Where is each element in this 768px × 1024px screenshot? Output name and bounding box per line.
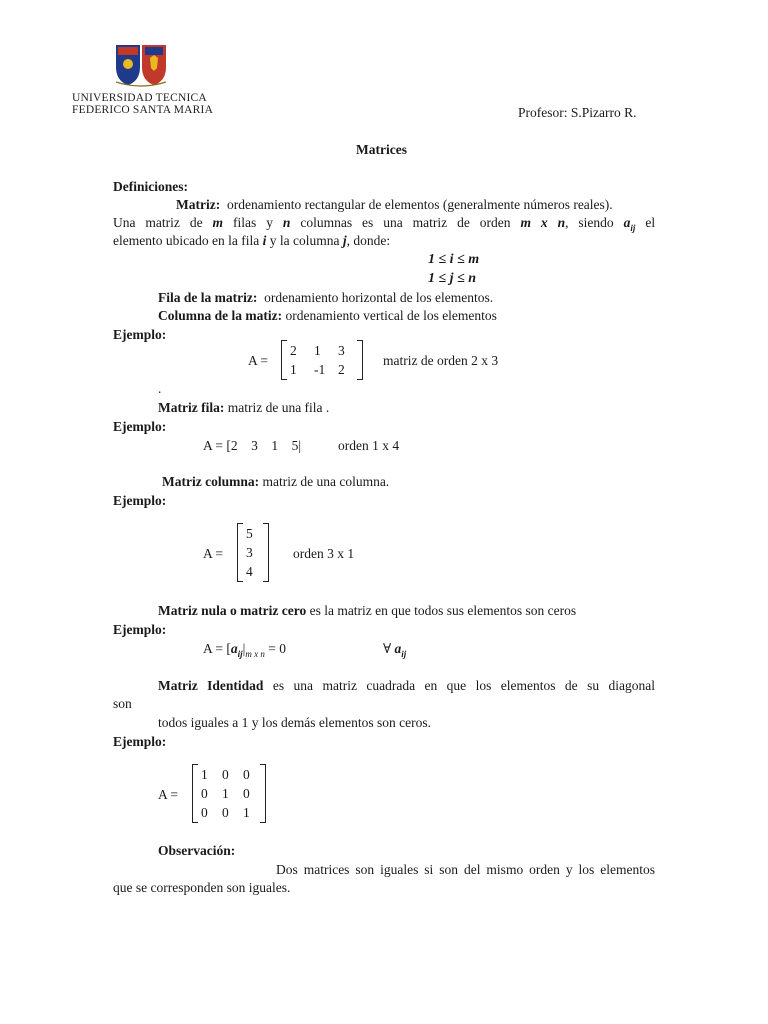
matrix-cell: 0	[243, 767, 250, 782]
matrix-cell: 2	[338, 362, 345, 377]
matrix-cell: 0	[222, 767, 229, 782]
matriz-fila-definition: Matriz fila: matriz de una fila .	[158, 400, 330, 415]
forall-expression: ∀ $a_{ij}$	[383, 641, 407, 659]
matriz-identidad-definition: Matriz Identidad es una matriz cuadrada en que los elementos de su diagonal	[158, 678, 656, 693]
inequality-i: 1 ≤ i ≤ m	[428, 252, 480, 267]
matrix-cell: 0	[201, 805, 208, 820]
matriz-nula-example: $A = [a_{ij}|_{m x n} = 0$	[203, 641, 286, 659]
professor-name: Profesor: S.Pizarro R.	[518, 105, 637, 120]
university-logo	[112, 42, 170, 88]
observacion-line1: Dos matrices son iguales si son del mismo orden y los elementos	[276, 862, 655, 877]
matrix-cell: 2	[290, 343, 297, 358]
definiciones-heading: Definiciones:	[113, 179, 188, 194]
page-title: Matrices	[356, 142, 407, 157]
matrix-cell: -1	[314, 362, 326, 377]
matriz-nula-definition: Matriz nula o matriz cero es la matriz en que todos sus elementos son ceros	[158, 603, 577, 618]
columna-matrix	[237, 523, 269, 582]
identity-matrix	[192, 764, 266, 823]
identidad-definition-line2: todos iguales a 1 y los demás elementos son ceros.	[158, 715, 431, 730]
matriz-fila-example: A = [2 3 1 5|	[203, 438, 302, 453]
observacion-heading: Observación:	[158, 843, 236, 858]
matriz-columna-definition: Matriz columna: matriz de una columna.	[162, 474, 390, 489]
identidad-lhs: A =	[158, 787, 178, 802]
ejemplo-label: Ejemplo:	[113, 622, 167, 637]
matrix-cell: 0	[201, 786, 208, 801]
example1-matrix	[281, 340, 363, 380]
observacion-line2: que se corresponden son iguales.	[113, 880, 291, 895]
matrix-cell: 4	[246, 564, 253, 579]
matriz-definition: Matriz: ordenamiento rectangular de elementos (generalmente números reales).	[176, 197, 613, 212]
ejemplo-label: Ejemplo:	[113, 327, 167, 342]
matrix-cell: 0	[222, 805, 229, 820]
ejemplo-label: Ejemplo:	[113, 734, 167, 749]
university-name-line2: FEDERICO SANTA MARIA	[72, 104, 214, 116]
matriz-element-line: elemento ubicado en la fila i y la columna j, donde:	[113, 233, 391, 248]
inequality-j: 1 ≤ j ≤ n	[428, 271, 477, 286]
stray-dot: .	[158, 381, 162, 396]
matrix-cell: 0	[243, 786, 250, 801]
matrix-cell: 3	[338, 343, 345, 358]
matrix-cell: 3	[246, 545, 253, 560]
columna-order: orden 3 x 1	[293, 546, 355, 561]
example1-lhs: A =	[248, 353, 268, 368]
matrix-cell: 1	[243, 805, 250, 820]
ejemplo-label: Ejemplo:	[113, 493, 167, 508]
matrix-cell: 1	[201, 767, 208, 782]
example1-order: matriz de orden 2 x 3	[383, 353, 499, 368]
columna-lhs: A =	[203, 546, 223, 561]
fila-definition: Fila de la matriz: ordenamiento horizontal de los elementos.	[158, 290, 494, 305]
matrix-cell: 5	[246, 526, 253, 541]
columna-definition: Columna de la matiz: ordenamiento vertical de los elementos	[158, 308, 497, 323]
identidad-wrap-word: son	[113, 696, 132, 711]
matrix-cell: 1	[222, 786, 229, 801]
matriz-fila-order: orden 1 x 4	[338, 438, 400, 453]
matriz-order-line: Una matriz de m filas y n columnas es una matriz de orden m x n, siendo $a_{ij}$ el	[113, 215, 656, 233]
ejemplo-label: Ejemplo:	[113, 419, 167, 434]
matrix-cell: 1	[290, 362, 297, 377]
university-name-line1: UNIVERSIDAD TECNICA	[72, 92, 207, 104]
matrix-cell: 1	[314, 343, 321, 358]
